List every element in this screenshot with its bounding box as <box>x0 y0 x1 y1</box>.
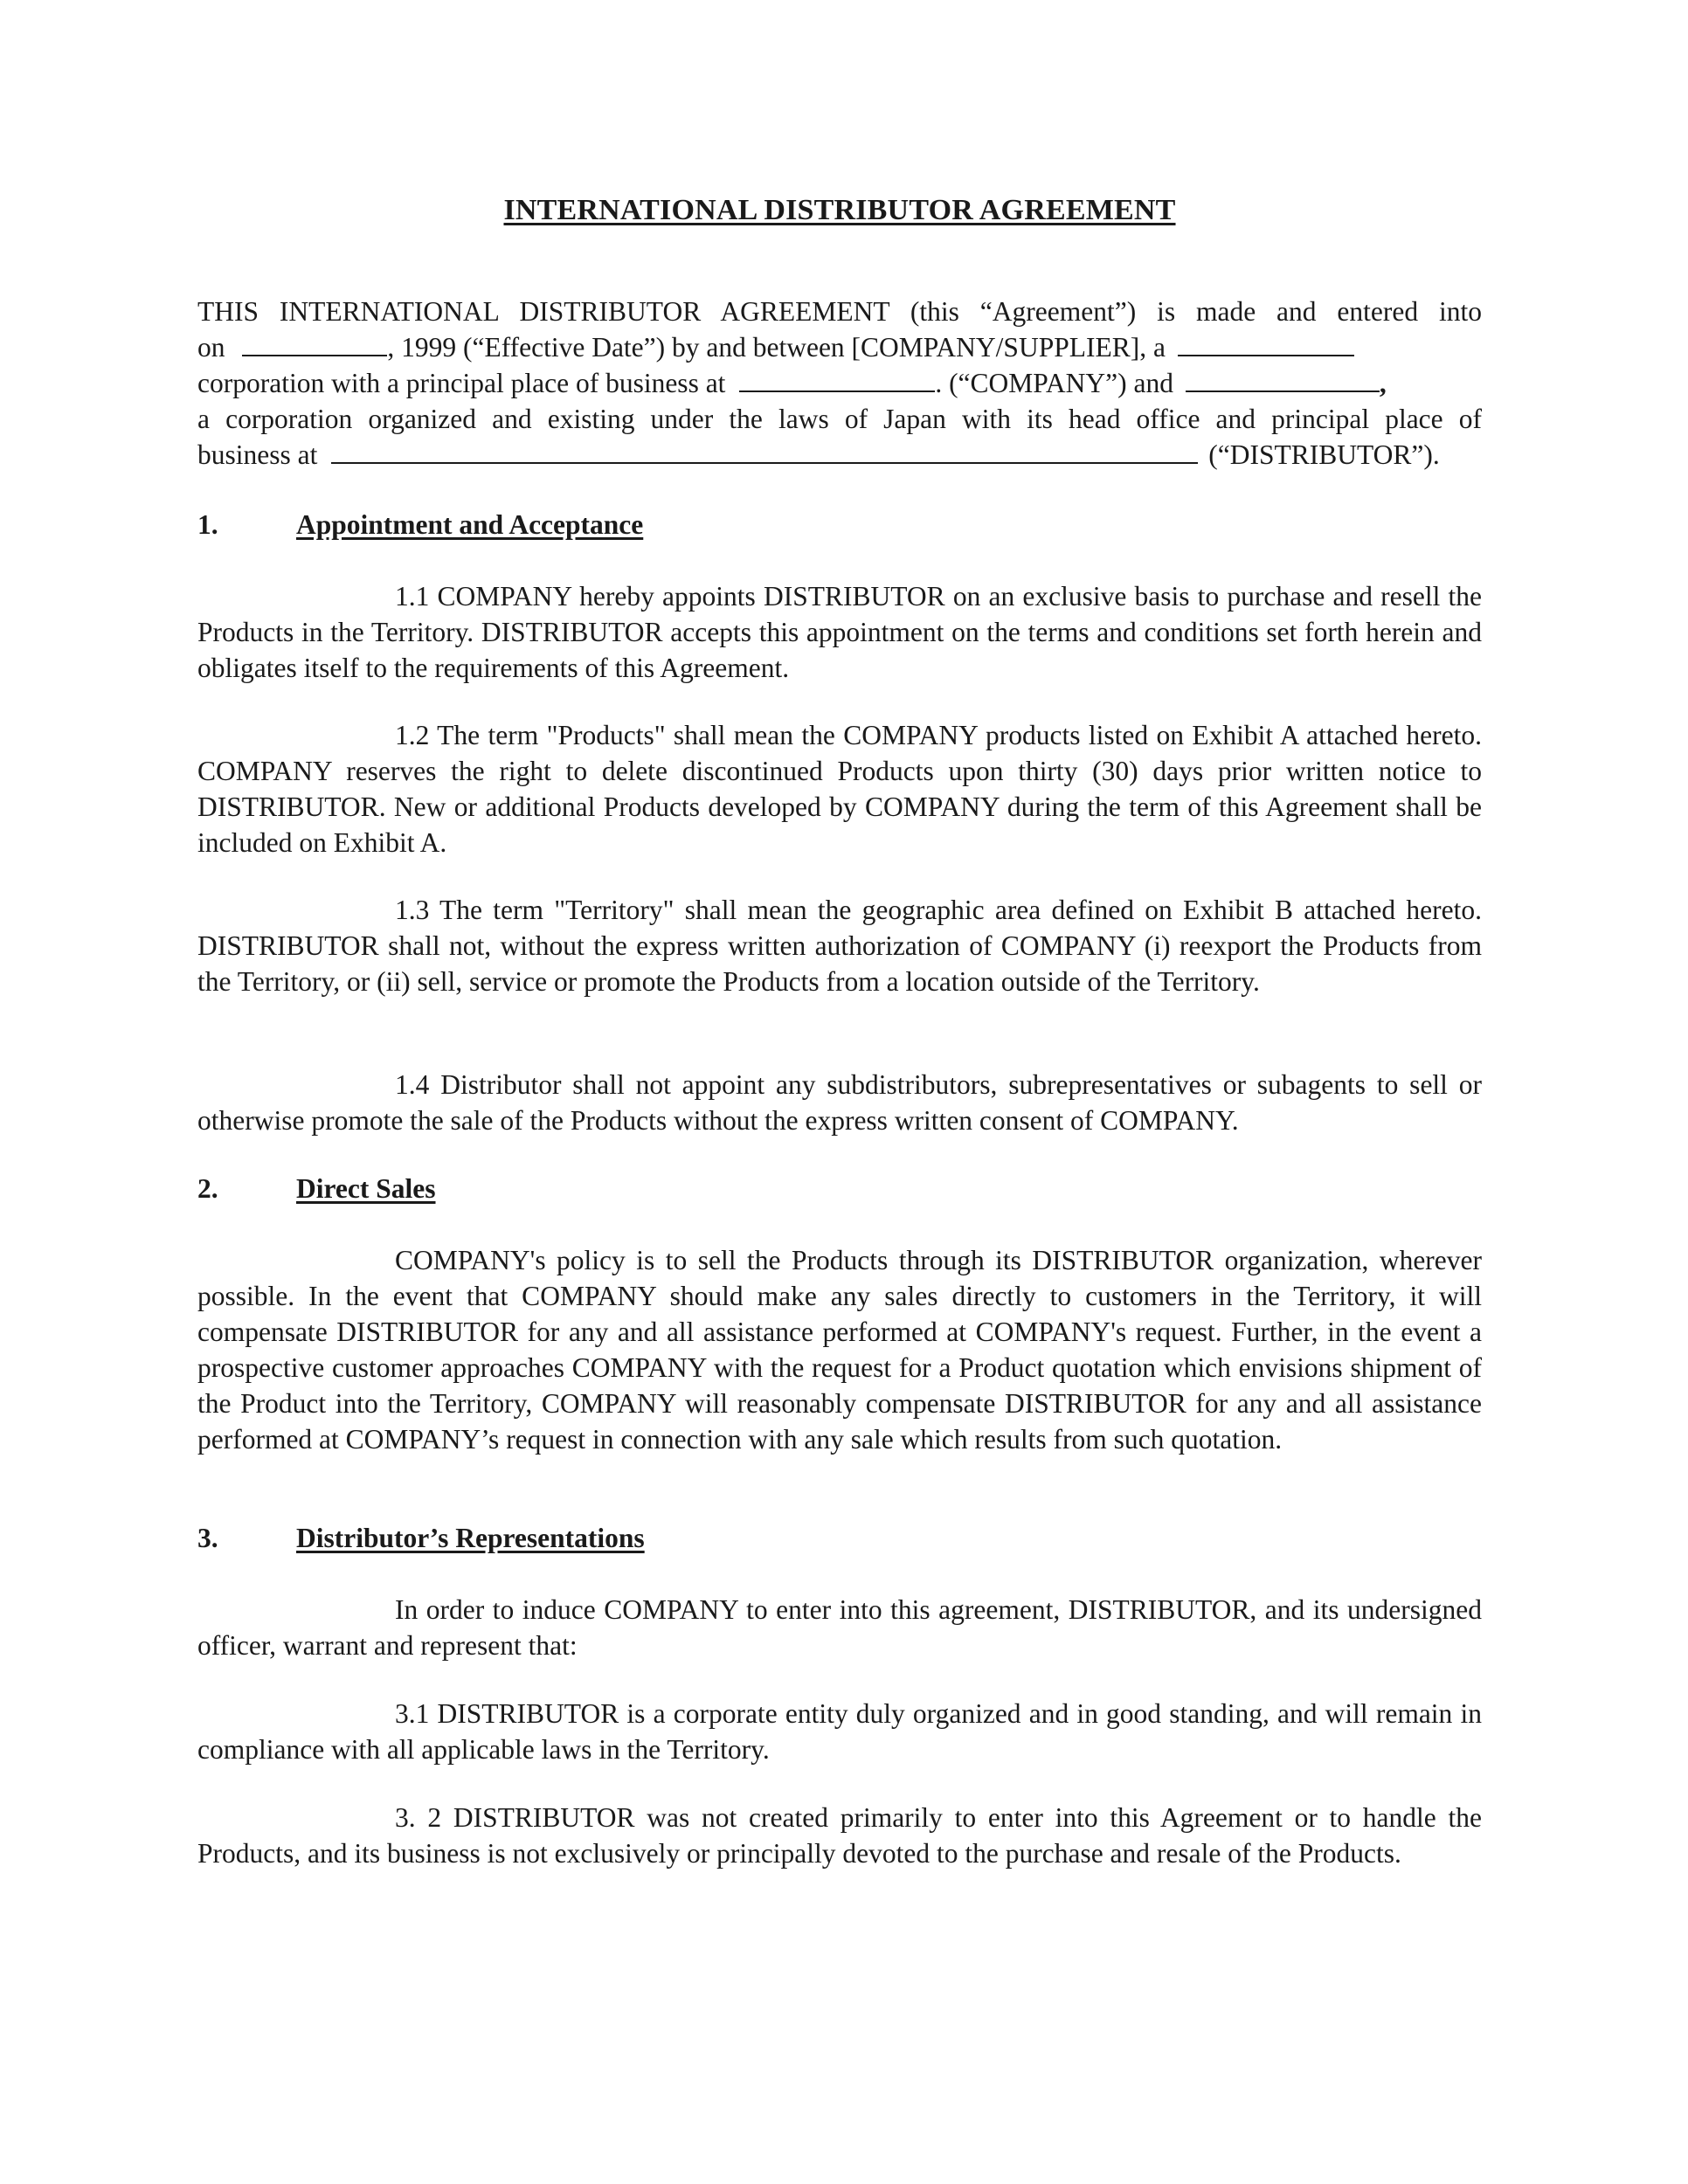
preamble-line-2 <box>197 329 1482 365</box>
section-number: 1. <box>197 509 218 540</box>
date-blank <box>242 330 387 356</box>
section-1-heading <box>197 507 643 543</box>
preamble-line-4: a corporation organized and existing under the laws of Japan with its head office and principal place of <box>197 404 1482 434</box>
clause-1-3: 1.3 The term "Territory" shall mean the geographic area defined on Exhibit B attached hereto. DISTRIBUTOR shall not, without the express written authorization of COMPANY (i) reexport the Products from the Territory, or (ii) sell, service or promote the Products from a location outside of the Territory. <box>197 895 1482 997</box>
section-2-heading <box>197 1171 436 1206</box>
preamble-company-and: . (“COMPANY”) and <box>935 368 1173 398</box>
preamble-line-5 <box>197 437 1482 473</box>
section-number: 3. <box>197 1523 218 1553</box>
distributor-name-blank <box>1186 366 1380 392</box>
section-title: Direct Sales <box>296 1173 436 1204</box>
preamble-comma: , <box>1379 368 1387 398</box>
clause-1-1: 1.1 COMPANY hereby appoints DISTRIBUTOR on an exclusive basis to purchase and resell the Products in the Territory. DISTRIBUTOR accepts this appointment on the terms and conditions set forth herein and obligates itself to the requirements of this Agreement. <box>197 581 1482 683</box>
clause-3-2: 3. 2 DISTRIBUTOR was not created primarily to enter into this Agreement or to handle the Products, and its business is not exclusively or principally devoted to the purchase and resale of the Products. <box>197 1802 1482 1869</box>
preamble-distributor: (“DISTRIBUTOR”). <box>1208 439 1440 470</box>
preamble-principal-place: corporation with a principal place of business at <box>197 368 726 398</box>
state-blank <box>1178 330 1354 356</box>
clause-1-4: 1.4 Distributor shall not appoint any subdistributors, subrepresentatives or subagents to sell or otherwise promote the sale of the Products without the express written consent of COMPANY. <box>197 1069 1482 1136</box>
section-number: 2. <box>197 1173 218 1204</box>
preamble-on: on <box>197 332 225 363</box>
representations-intro: In order to induce COMPANY to enter into this agreement, DISTRIBUTOR, and its undersigned officer, warrant and represent that: <box>197 1594 1482 1661</box>
distributor-address-blank <box>331 438 1198 464</box>
preamble-business-at: business at <box>197 439 318 470</box>
preamble-effective-date: , 1999 (“Effective Date”) by and between [COMPANY/SUPPLIER], a <box>387 332 1166 363</box>
preamble-line-1: THIS INTERNATIONAL DISTRIBUTOR AGREEMENT (this “Agreement”) is made and entered into <box>197 296 1482 327</box>
document-title: INTERNATIONAL DISTRIBUTOR AGREEMENT <box>503 194 1176 226</box>
clause-1-2: 1.2 The term "Products" shall mean the COMPANY products listed on Exhibit A attached hereto. COMPANY reserves the right to delete discontinued Products upon thirty (30) days prior written notice to DISTRIBUTOR. New or additional Products developed by COMPANY during the term of this Agreement shall be included on Exhibit A. <box>197 720 1482 858</box>
section-title: Appointment and Acceptance <box>296 509 644 540</box>
clause-3-1: 3.1 DISTRIBUTOR is a corporate entity duly organized and in good standing, and will remain in compliance with all applicable laws in the Territory. <box>197 1698 1482 1765</box>
preamble <box>197 294 1482 473</box>
document-page <box>197 0 1482 2184</box>
company-address-blank <box>739 366 935 392</box>
section-title: Distributor’s Representations <box>296 1523 645 1553</box>
direct-sales-paragraph: COMPANY's policy is to sell the Products through its DISTRIBUTOR organization, wherever possible. In the event that COMPANY should make any sales directly to customers in the Territory, it will compensate DISTRIBUTOR for any and all assistance performed at COMPANY's request. Further, in the event a prospective customer approaches COMPANY with the request for a Product quotation which envisions shipment of the Product into the Territory, COMPANY will reasonably compensate DISTRIBUTOR for any and all assistance performed at COMPANY’s request in connection with any sale which results from such quotation. <box>197 1245 1482 1455</box>
section-3-heading <box>197 1520 645 1556</box>
preamble-line-3 <box>197 365 1482 401</box>
